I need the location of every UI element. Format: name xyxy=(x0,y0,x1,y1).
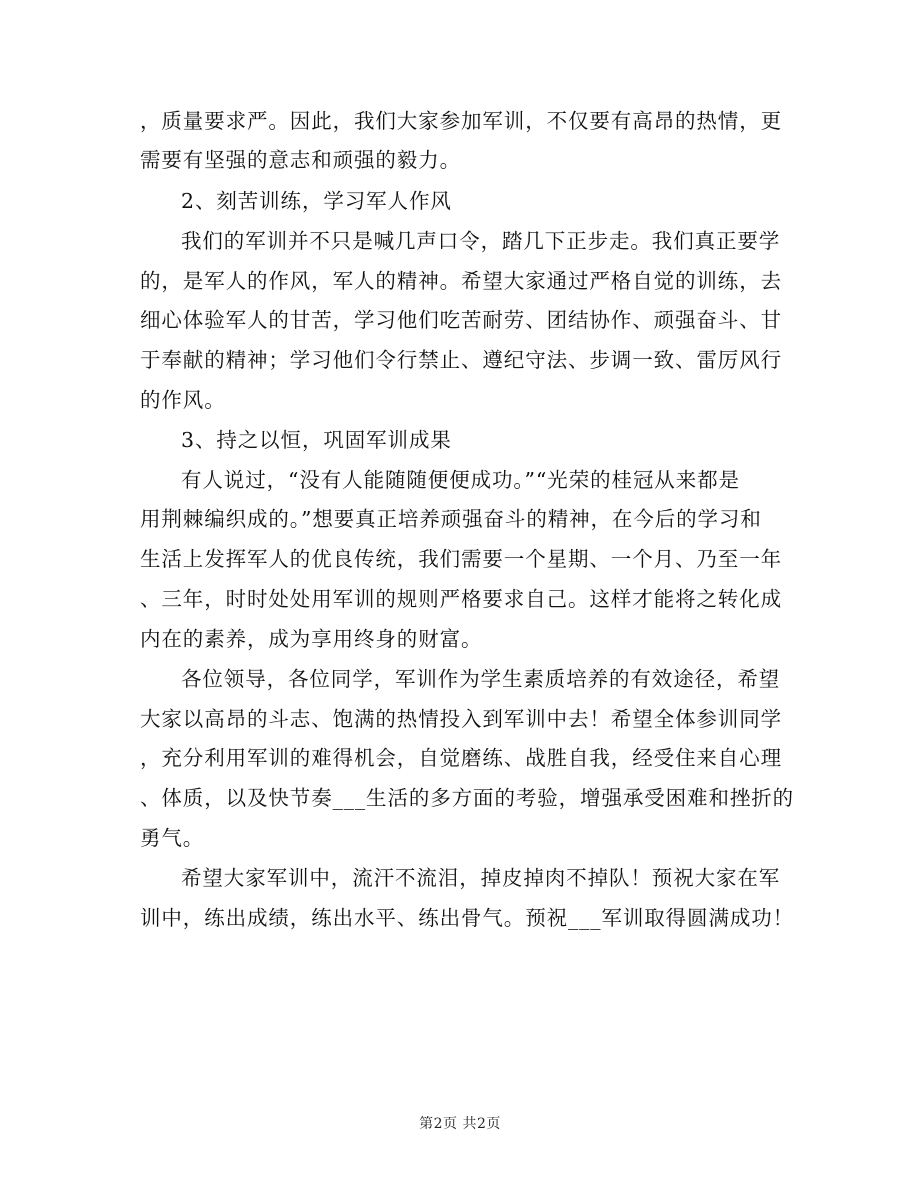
text-line: 、三年，时时处处用军训的规则严格要求自己。这样才能将之转化成 xyxy=(140,587,782,611)
section-heading: 3、持之以恒，巩固军训成果 xyxy=(181,428,452,452)
text-line: 各位领导，各位同学，军训作为学生素质培养的有效途径，希望 xyxy=(181,667,781,691)
text-line: 细心体验军人的甘苦，学习他们吃苦耐劳、团结协作、顽强奋斗、甘 xyxy=(140,308,782,332)
text-line: 用荆棘编织成的。”想要真正培养顽强奋斗的精神，在今后的学习和 xyxy=(140,507,762,531)
text-line: 训中，练出成绩，练出水平、练出骨气。预祝___军训取得圆满成功！ xyxy=(140,906,795,930)
text-line: 需要有坚强的意志和顽强的毅力。 xyxy=(140,148,461,172)
text-line: 生活上发挥军人的优良传统，我们需要一个星期、一个月、乃至一年 xyxy=(140,547,782,571)
text-line: 勇气。 xyxy=(140,826,205,850)
text-line: 的，是军人的作风，军人的精神。希望大家通过严格自觉的训练，去 xyxy=(140,269,782,293)
text-line: 我们的军训并不只是喊几声口令，踏几下正步走。我们真正要学 xyxy=(181,229,781,253)
text-line: 于奉献的精神；学习他们令行禁止、遵纪守法、步调一致、雷厉风行 xyxy=(140,348,782,372)
text-line: 有人说过，“没有人能随随便便成功。”“光荣的桂冠从来都是 xyxy=(181,468,740,492)
text-line: 的作风。 xyxy=(140,388,226,412)
page-footer: 第2页 共2页 xyxy=(419,1116,501,1132)
text-line: 希望大家军训中，流汗不流泪，掉皮掉肉不掉队！预祝大家在军 xyxy=(181,866,781,890)
text-line: 内在的素养，成为享用终身的财富。 xyxy=(140,627,483,651)
section-heading: 2、刻苦训练，学习军人作风 xyxy=(181,189,452,213)
text-line: ，充分利用军训的难得机会，自觉磨练、战胜自我，经受住来自心理 xyxy=(140,746,782,770)
text-line: 大家以高昂的斗志、饱满的热情投入到军训中去！希望全体参训同学 xyxy=(140,707,782,731)
text-line: 、体质，以及快节奏___生活的多方面的考验，增强承受困难和挫折的 xyxy=(140,786,795,810)
text-line: ，质量要求严。因此，我们大家参加军训，不仅要有高昂的热情，更 xyxy=(140,109,782,133)
